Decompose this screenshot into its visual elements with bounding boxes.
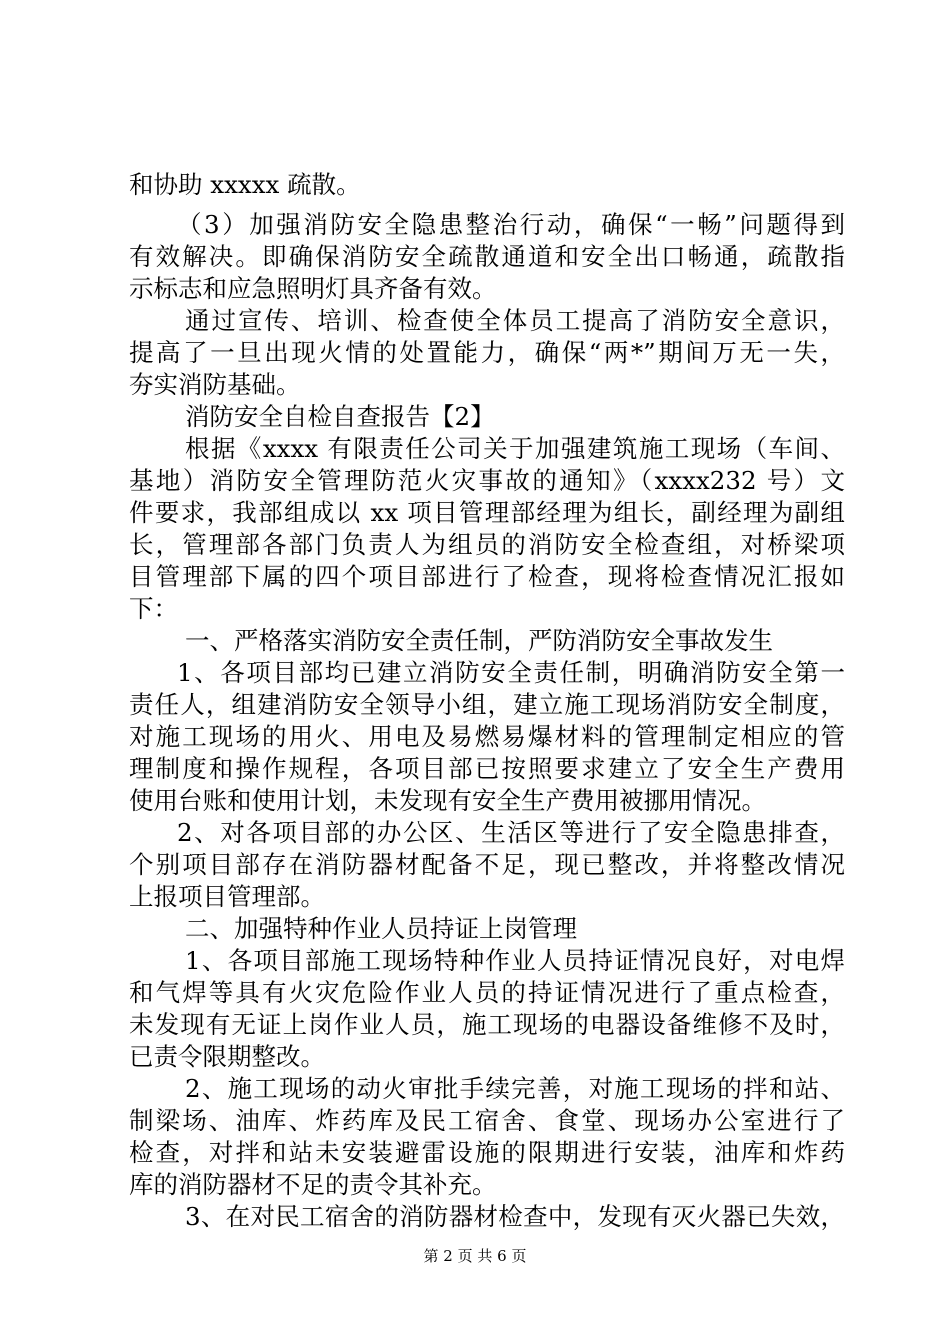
- text-line: 库的消防器材不足的责令其补充。: [129, 1170, 497, 1199]
- text-line: 1、各项目部均已建立消防安全责任制，明确消防安全第一: [177, 658, 845, 687]
- text-line: 示标志和应急照明灯具齐备有效。: [129, 274, 497, 303]
- text-line: 和气焊等具有火灾危险作业人员的持证情况进行了重点检查，: [129, 978, 845, 1007]
- text-line: （3）加强消防安全隐患整治行动，确保“一畅”问题得到: [177, 210, 845, 239]
- text-line: 根据《xxxx 有限责任公司关于加强建筑施工现场（车间、: [185, 434, 845, 463]
- text-line: 使用台账和使用计划，未发现有安全生产费用被挪用情况。: [129, 786, 766, 815]
- text-line: 目管理部下属的四个项目部进行了检查，现将检查情况汇报如: [129, 562, 845, 591]
- text-line: 和协助 xxxxx 疏散。: [129, 170, 361, 199]
- text-line: 2、施工现场的动火审批手续完善，对施工现场的拌和站、: [185, 1074, 845, 1103]
- text-line: 1、各项目部施工现场特种作业人员持证情况良好，对电焊: [185, 946, 845, 975]
- text-line: 件要求，我部组成以 xx 项目管理部经理为组长，副经理为副组: [129, 498, 845, 527]
- text-line: 上报项目管理部。: [129, 882, 325, 911]
- text-line: 未发现有无证上岗作业人员，施工现场的电器设备维修不及时，: [129, 1010, 845, 1039]
- section-heading: 一、严格落实消防安全责任制，严防消防安全事故发生: [185, 626, 773, 655]
- text-line: 长，管理部各部门负责人为组员的消防安全检查组，对桥梁项: [129, 530, 845, 559]
- text-line: 通过宣传、培训、检查使全体员工提高了消防安全意识，: [185, 306, 845, 335]
- section-heading: 二、加强特种作业人员持证上岗管理: [185, 914, 577, 943]
- text-line: 个别项目部存在消防器材配备不足，现已整改，并将整改情况: [129, 850, 845, 879]
- text-line: 检查，对拌和站未安装避雷设施的限期进行安装，油库和炸药: [129, 1138, 845, 1167]
- text-line: 3、在对民工宿舍的消防器材检查中，发现有灭火器已失效，: [185, 1202, 845, 1231]
- text-line: 理制度和操作规程，各项目部已按照要求建立了安全生产费用: [129, 754, 845, 783]
- text-line: 已责令限期整改。: [129, 1042, 325, 1071]
- text-line: 基地）消防安全管理防范火灾事故的通知》（xxxx232 号）文: [129, 466, 845, 495]
- text-line: 提高了一旦出现火情的处置能力，确保“两*”期间万无一失，: [129, 338, 845, 367]
- section-heading: 消防安全自检自查报告【2】: [185, 402, 495, 431]
- text-line: 制梁场、油库、炸药库及民工宿舍、食堂、现场办公室进行了: [129, 1106, 845, 1135]
- text-line: 对施工现场的用火、用电及易燃易爆材料的管理制定相应的管: [129, 722, 845, 751]
- text-line: 责任人，组建消防安全领导小组，建立施工现场消防安全制度，: [129, 690, 845, 719]
- text-line: 有效解决。即确保消防安全疏散通道和安全出口畅通，疏散指: [129, 242, 845, 271]
- text-line: 2、对各项目部的办公区、生活区等进行了安全隐患排查，: [177, 818, 845, 847]
- text-line: 夯实消防基础。: [129, 370, 301, 399]
- text-line: 下：: [129, 594, 178, 623]
- page-number-footer: 第 2 页 共 6 页: [423, 1247, 527, 1265]
